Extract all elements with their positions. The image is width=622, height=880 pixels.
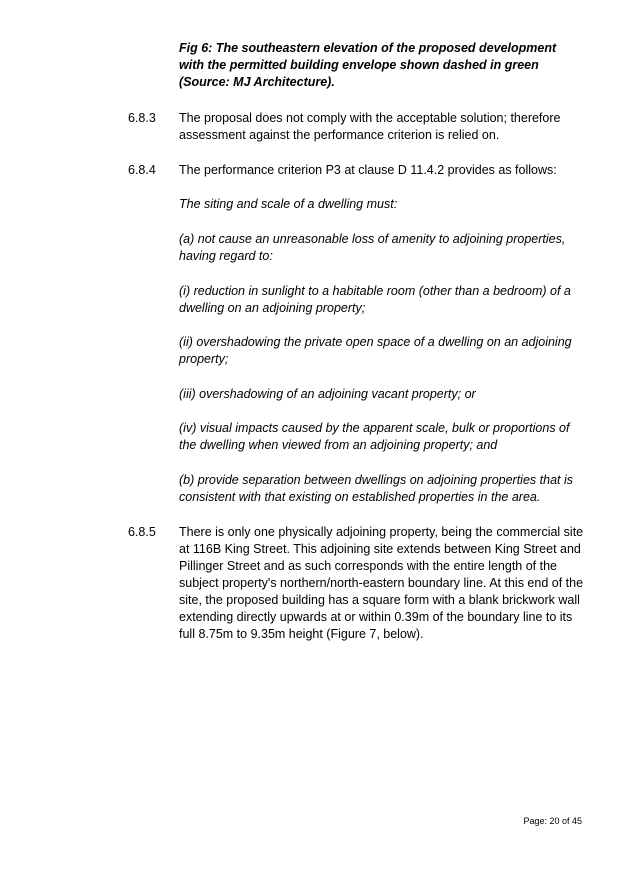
section-text-6-8-5: There is only one physically adjoining property, being the commercial site at 116B King Street. This adjoining site extends between King Street and Pillinger Street and as such corresponds with the entire length of the subject property's northern/north-eastern boundary line. At this end of the site, the proposed building has a square form with a blank brickwork wall extending directly upwards at or within 0.39m of the boundary line to its full 8.75m to 9.35m height (Figure 7, below). bbox=[179, 525, 584, 641]
section-number-6-8-3: 6.8.3 bbox=[128, 111, 156, 125]
section-number-6-8-5: 6.8.5 bbox=[128, 525, 156, 539]
quote-item-iii: (iii) overshadowing of an adjoining vacant property; or bbox=[179, 387, 476, 401]
section-number-6-8-4: 6.8.4 bbox=[128, 163, 156, 177]
section-text-6-8-3: The proposal does not comply with the acceptable solution; therefore assessment against the performance criterion is relied on. bbox=[179, 111, 561, 142]
quote-item-ii: (ii) overshadowing the private open space of a dwelling on an adjoining property; bbox=[179, 335, 572, 366]
quote-intro: The siting and scale of a dwelling must: bbox=[179, 197, 398, 211]
quote-item-iv: (iv) visual impacts caused by the apparent scale, bulk or proportions of the dwelling when viewed from an adjoining property; and bbox=[179, 421, 570, 452]
quote-item-i: (i) reduction in sunlight to a habitable room (other than a bedroom) of a dwelling on an adjoining property; bbox=[179, 284, 571, 315]
section-text-6-8-4: The performance criterion P3 at clause D 11.4.2 provides as follows: bbox=[179, 163, 557, 177]
page-number: Page: 20 of 45 bbox=[523, 816, 582, 826]
figure-caption: Fig 6: The southeastern elevation of the proposed development with the permitted building envelope shown dashed in green (Source: MJ Architecture). bbox=[179, 41, 557, 89]
quote-item-a: (a) not cause an unreasonable loss of amenity to adjoining properties, having regard to: bbox=[179, 232, 566, 263]
quote-item-b: (b) provide separation between dwellings on adjoining properties that is consistent with that existing on established properties in the area. bbox=[179, 473, 573, 504]
